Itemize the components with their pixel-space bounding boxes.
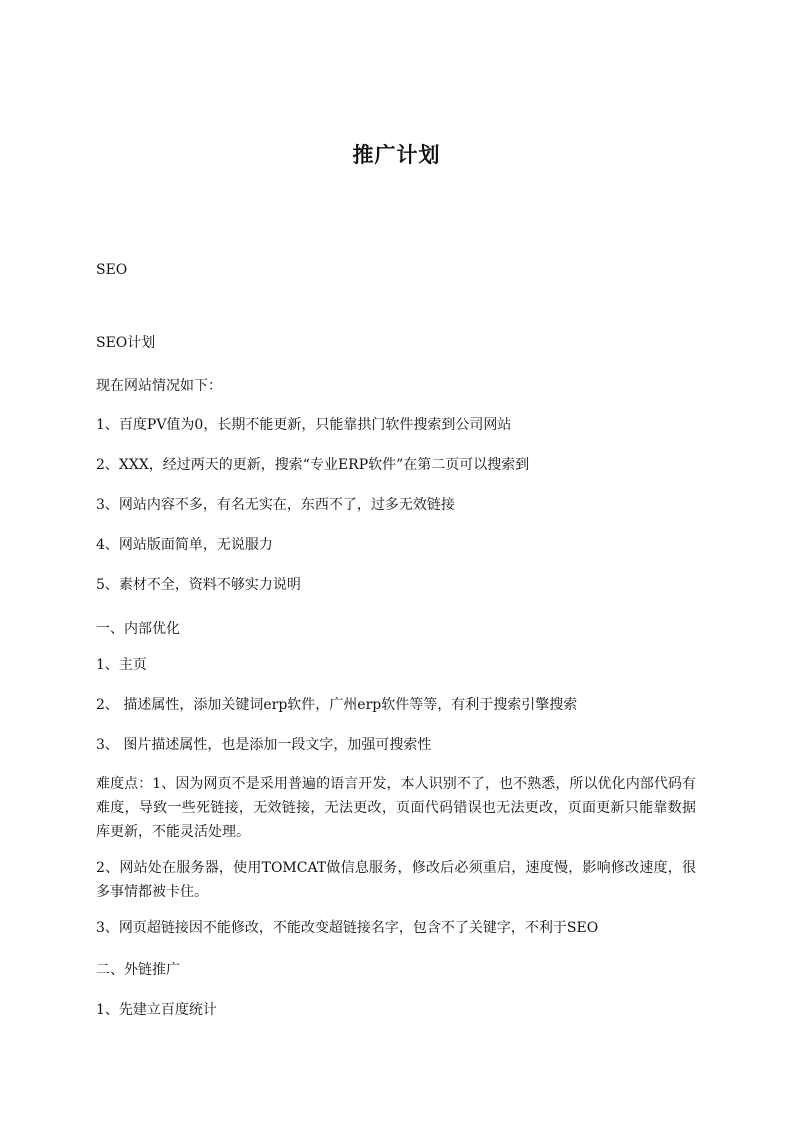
section-heading-seo: SEO bbox=[96, 262, 128, 278]
seo-plan-heading: SEO计划 bbox=[96, 335, 156, 351]
status-item-5: 5、素材不全，资料不够实力说明 bbox=[96, 577, 301, 593]
difficulty-paragraph-1: 难度点：1、因为网页不是采用普遍的语言开发，本人识别不了，也不熟悉，所以优化内部代码有难度，导致一些死链接，无效链接，无法更改，页面代码错误也无法更改，页面更新只能靠数据库更新，不能灵活处理。 bbox=[96, 776, 696, 840]
page-title: 推广计划 bbox=[352, 143, 441, 167]
external-item-1: 1、先建立百度统计 bbox=[96, 1002, 217, 1018]
internal-item-3: 3、 图片描述属性，也是添加一段文字，加强可搜索性 bbox=[96, 737, 432, 753]
difficulty-paragraph-3: 3、网页超链接因不能修改，不能改变超链接名字，包含不了关键字，不利于SEO bbox=[96, 920, 599, 936]
status-intro: 现在网站情况如下： bbox=[96, 378, 222, 394]
status-item-3: 3、网站内容不多，有名无实在，东西不了，过多无效链接 bbox=[96, 497, 455, 513]
external-links-heading: 二、外链推广 bbox=[96, 962, 180, 978]
internal-item-2: 2、 描述属性，添加关键词erp软件，广州erp软件等等，有利于搜索引擎搜索 bbox=[96, 697, 578, 713]
status-item-4: 4、网站版面简单，无说服力 bbox=[96, 537, 273, 553]
difficulty-paragraph-2: 2、网站处在服务器，使用TOMCAT做信息服务，修改后必须重启，速度慢，影响修改速度，很多事情都被卡住。 bbox=[96, 860, 696, 900]
status-item-2: 2、XXX，经过两天的更新，搜索“专业ERP软件”在第二页可以搜索到 bbox=[96, 457, 530, 473]
internal-item-1: 1、主页 bbox=[96, 657, 147, 673]
status-item-1: 1、百度PV值为0，长期不能更新，只能靠拱门软件搜索到公司网站 bbox=[96, 417, 512, 433]
internal-optimization-heading: 一、内部优化 bbox=[96, 621, 180, 637]
